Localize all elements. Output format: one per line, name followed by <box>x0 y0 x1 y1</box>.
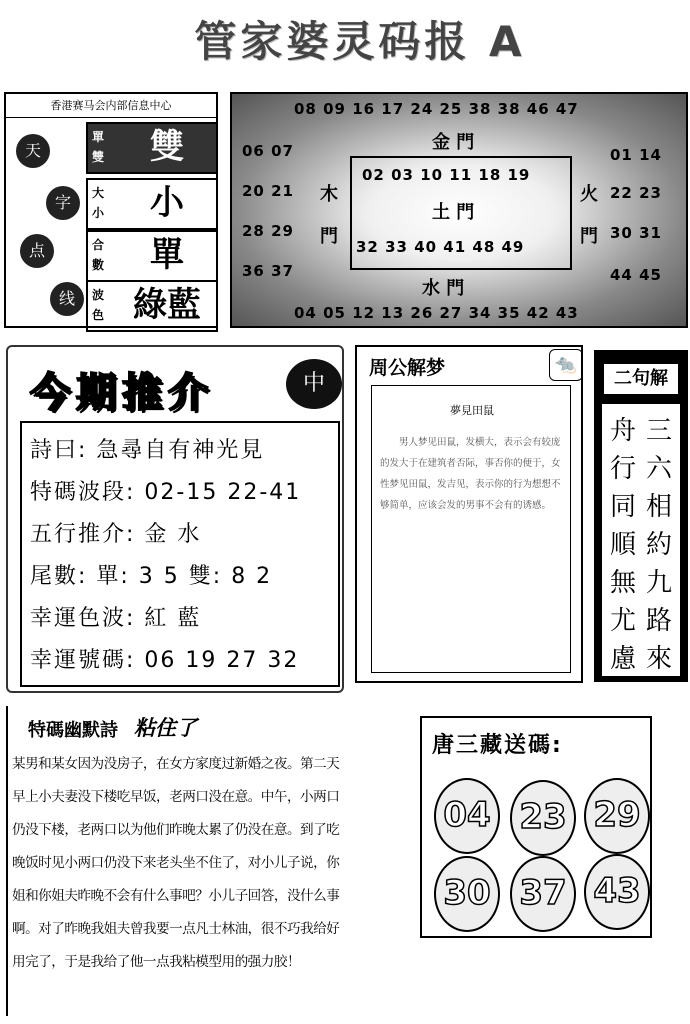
recommend-wave-band: 特碼波段: 02-15 22-41 <box>30 480 302 505</box>
dream-title: 周公解梦 <box>369 357 446 379</box>
row-wave-color-label: 波色 <box>92 288 105 322</box>
row-big-small-label: 大小 <box>92 186 105 220</box>
right-numbers-2: 22 23 <box>610 184 662 202</box>
water-gate-label: 水 門 <box>422 278 465 299</box>
fire-gate-label: 門 <box>580 226 598 247</box>
recommend-lucky-color: 幸運色波: 紅 藍 <box>30 606 202 631</box>
row-sum-label: 合數 <box>92 238 105 272</box>
tang-box <box>420 716 652 938</box>
info-center-heading: 香港赛马会内部信息中心 <box>6 94 216 118</box>
tang-number-4: 30 <box>434 856 500 932</box>
tang-number-2: 23 <box>510 780 576 856</box>
left-numbers-1: 06 07 <box>242 142 294 160</box>
info-center-box <box>4 92 218 328</box>
humor-box <box>6 706 346 1016</box>
fire-label: 火 <box>580 184 598 205</box>
row-big-small-value: 小 <box>150 183 184 223</box>
recommend-panel <box>20 421 340 687</box>
dream-subtitle: 夢見田鼠 <box>450 404 494 417</box>
ornament-dian: 点 <box>20 234 54 268</box>
left-numbers-2: 20 21 <box>242 182 294 200</box>
earth-gate-label: 土 門 <box>432 202 475 223</box>
right-numbers-4: 44 45 <box>610 266 662 284</box>
humor-answer: 粘住了 <box>134 716 197 740</box>
wood-label: 木 <box>320 184 338 205</box>
page-title: 管家婆灵码报 A <box>194 17 526 66</box>
row-big-small <box>86 178 218 230</box>
ornament-zi: 字 <box>46 186 80 220</box>
tang-number-1: 04 <box>434 778 500 854</box>
tang-number-5: 37 <box>510 856 576 932</box>
right-numbers-1: 01 14 <box>610 146 662 164</box>
row-wave-color-value: 綠藍 <box>133 285 201 325</box>
ornament-xian: 线 <box>50 282 84 316</box>
two-line-body <box>602 404 680 676</box>
two-line-title: 二句解 <box>602 362 680 396</box>
earth-gate-panel <box>350 156 572 270</box>
tang-number-3: 29 <box>584 778 650 854</box>
left-numbers-3: 28 29 <box>242 222 294 240</box>
five-gates-box <box>230 92 688 328</box>
row-odd-even-value: 雙 <box>150 127 184 167</box>
top-numbers: 08 09 16 17 24 25 38 38 46 47 <box>294 100 579 118</box>
wood-gate-label: 門 <box>320 226 338 247</box>
recommend-poem: 詩曰: 急尋自有神光見 <box>30 438 265 463</box>
bottom-numbers: 04 05 12 13 26 27 34 35 42 43 <box>294 304 579 322</box>
gold-gate-label: 金 門 <box>432 132 475 153</box>
row-sum <box>86 230 218 282</box>
two-line-right-column: 三六相約九路來 <box>645 416 672 674</box>
dream-box <box>355 345 583 683</box>
row-wave-color <box>86 280 218 332</box>
humor-text: 某男和某女因为没房子，在女方家度过新婚之夜。第二天早上小夫妻没下楼吃早饭，老两口没在意。中午，小两口仍没下楼，老两口以为他们昨晚太累了仍没在意。到了吃晚饭时见小两口仍没下来老头坐不住了，对小儿子说，你姐和你姐夫昨晚不会有什么事吧？小儿子回答，没什么事啊。对了昨晚我姐夫曾我要一点凡士林油，很不巧我给好用完了，于是我给了他一点我粘模型用的强力胶！ <box>12 756 340 970</box>
right-numbers-3: 30 31 <box>610 224 662 242</box>
dream-text: 男人梦见田鼠，发横大，表示会有较庞的发大于在建筑者否际，事否你的便于，女性梦见田鼠，发吉见，表示你的行为想想不够简单，应该会发的男事不会有的诱感。 <box>380 437 561 511</box>
recommend-five-elements: 五行推介: 金 水 <box>30 522 202 547</box>
two-line-left-column: 舟行同順無尤慮 <box>609 416 636 674</box>
humor-title: 特碼幽默詩 <box>28 720 118 741</box>
recommend-lucky-numbers: 幸運號碼: 06 19 27 32 <box>30 648 300 673</box>
center-bottom-numbers: 32 33 40 41 48 49 <box>356 238 525 256</box>
row-sum-value: 單 <box>150 235 184 275</box>
recommend-logo-icon: 中 <box>286 359 342 409</box>
recommend-tail-numbers: 尾數: 單: 3 5 雙: 8 2 <box>30 564 273 589</box>
center-top-numbers: 02 03 10 11 18 19 <box>362 166 531 184</box>
row-odd-even-label: 單雙 <box>92 130 105 164</box>
recommend-title: 今期推介 <box>30 370 214 416</box>
two-line-box <box>594 350 688 682</box>
left-numbers-4: 36 37 <box>242 262 294 280</box>
tang-title: 唐三藏送碼: <box>432 733 563 758</box>
recommend-box <box>6 345 344 693</box>
ornament-tian: 天 <box>16 134 50 168</box>
rat-icon: 🐀 <box>549 349 583 381</box>
dream-panel <box>371 385 571 673</box>
row-odd-even <box>86 122 218 174</box>
tang-number-6: 43 <box>584 854 650 930</box>
